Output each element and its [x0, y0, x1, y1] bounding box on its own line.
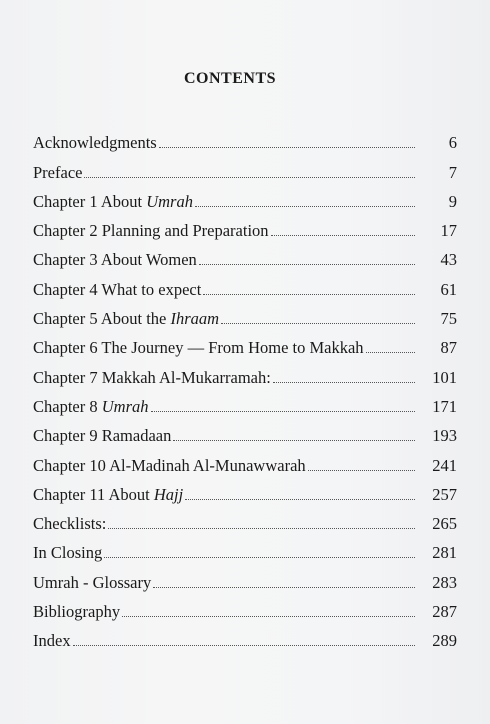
toc-entry [33, 446, 457, 475]
toc-entry-title: Chapter 10 Al-Madinah Al-Munawwarah [33, 455, 306, 475]
toc-entry-page: 289 [432, 631, 457, 651]
toc-entry-page: 61 [440, 279, 457, 299]
toc-entry [33, 563, 457, 592]
toc-entry-title: Preface [33, 162, 83, 182]
toc-entry-page: 43 [440, 250, 457, 270]
toc-entry-title: Chapter 8 Umrah [33, 396, 149, 416]
toc-entry-title: Chapter 6 The Journey — From Home to Makkah [33, 338, 364, 358]
dot-leader [221, 323, 415, 324]
toc-entry-title: Chapter 2 Planning and Preparation [33, 221, 269, 241]
dot-leader [185, 499, 415, 500]
toc-entry-title: Acknowledgments [33, 133, 157, 153]
toc-entry [33, 329, 457, 358]
table-of-contents [33, 124, 457, 651]
toc-entry-title: Checklists: [33, 514, 107, 534]
toc-entry [33, 270, 457, 299]
toc-entry [33, 153, 457, 182]
dot-leader [122, 616, 415, 617]
toc-entry-page: 281 [432, 543, 457, 563]
toc-entry-page: 287 [432, 602, 457, 622]
toc-entry [33, 358, 457, 387]
toc-entry-page: 75 [440, 309, 457, 329]
dot-leader [173, 440, 415, 441]
dot-leader [153, 587, 415, 588]
toc-entry-title: Chapter 1 About Umrah [33, 191, 193, 211]
dot-leader [108, 528, 415, 529]
toc-entry-title: Bibliography [33, 602, 121, 622]
toc-entry-page: 193 [432, 426, 457, 446]
toc-entry-title: Chapter 7 Makkah Al-Mukarramah: [33, 367, 271, 387]
dot-leader [195, 206, 415, 207]
contents-heading: CONTENTS [183, 70, 277, 87]
toc-entry-page: 283 [432, 572, 457, 592]
toc-entry-title: In Closing [33, 543, 103, 563]
toc-entry-title: Chapter 5 About the Ihraam [33, 309, 220, 329]
toc-entry [33, 534, 457, 563]
toc-entry [33, 476, 457, 505]
toc-entry-page: 265 [432, 514, 457, 534]
toc-entry-page: 9 [448, 191, 457, 211]
toc-entry [33, 622, 457, 651]
toc-entry [33, 212, 457, 241]
dot-leader [203, 294, 415, 295]
dot-leader [366, 352, 415, 353]
toc-entry [33, 241, 457, 270]
toc-entry-title: Chapter 3 About Women [33, 250, 197, 270]
toc-entry [33, 417, 457, 446]
toc-entry-title: Chapter 4 What to expect [33, 279, 202, 299]
dot-leader [308, 470, 415, 471]
dot-leader [84, 177, 415, 178]
toc-entry-page: 7 [448, 162, 457, 182]
toc-entry [33, 300, 457, 329]
dot-leader [151, 411, 416, 412]
toc-entry [33, 593, 457, 622]
toc-entry-title: Chapter 11 About Hajj [33, 484, 184, 504]
toc-entry [33, 124, 457, 153]
toc-entry-title: Index [33, 631, 71, 651]
toc-entry-page: 171 [432, 396, 457, 416]
toc-entry-title: Umrah - Glossary [33, 572, 152, 592]
toc-entry [33, 505, 457, 534]
dot-leader [273, 382, 415, 383]
toc-entry-page: 17 [440, 221, 457, 241]
dot-leader [271, 235, 415, 236]
toc-entry [33, 388, 457, 417]
toc-entry-page: 87 [440, 338, 457, 358]
toc-entry-title: Chapter 9 Ramadaan [33, 426, 172, 446]
dot-leader [104, 557, 415, 558]
toc-entry-page: 6 [448, 133, 457, 153]
dot-leader [199, 264, 415, 265]
dot-leader [73, 645, 415, 646]
dot-leader [159, 147, 415, 148]
toc-entry-page: 241 [432, 455, 457, 475]
toc-entry-page: 101 [432, 367, 457, 387]
toc-entry-page: 257 [432, 484, 457, 504]
toc-entry [33, 183, 457, 212]
